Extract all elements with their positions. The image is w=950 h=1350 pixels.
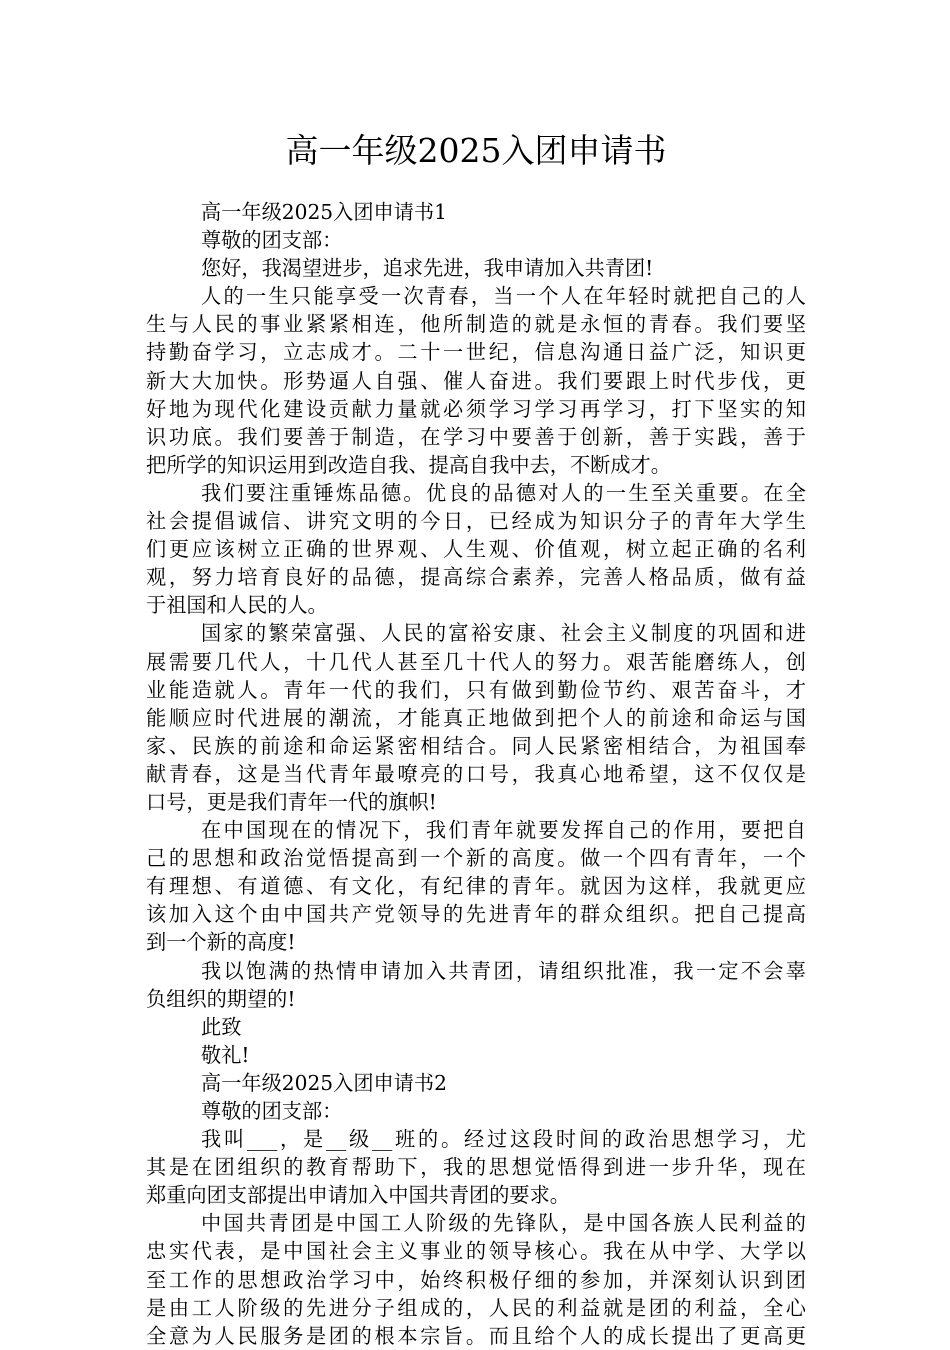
text-line: 尊敬的团支部： — [201, 228, 343, 253]
text-line: 全意为人民服务是团的根本宗旨。而且给个人的成长提出了更高更 — [146, 1323, 806, 1348]
text-line: 您好，我渴望进步，追求先进，我申请加入共青团! — [201, 256, 654, 281]
text-line: 至工作的思想政治学习中，始终积极仔细的参加，并深刻认识到团 — [146, 1267, 806, 1292]
text-line: 高一年级2025入团申请书2 — [201, 1070, 447, 1095]
text-line: 中国共青团是中国工人阶级的先锋队，是中国各族人民利益的 — [201, 1211, 806, 1236]
text-line: 我叫___，是__级__班的。经过这段时间的政治思想学习，尤 — [201, 1127, 806, 1152]
text-line: 忠实代表，是中国社会主义事业的领导核心。我在从中学、大学以 — [146, 1239, 806, 1264]
text-line: 献青春，这是当代青年最嘹亮的口号，我真心地希望，这不仅仅是 — [146, 761, 806, 786]
text-line: 己的思想和政治觉悟提高到一个新的高度。做一个四有青年，一个 — [146, 846, 806, 871]
document-body — [146, 198, 806, 1350]
text-line: 把所学的知识运用到改造自我、提高自我中去，不断成才。 — [146, 452, 671, 477]
text-line: 新大大加快。形势逼人自强、催人奋进。我们要跟上时代步伐，更 — [146, 368, 806, 393]
text-line: 有理想、有道德、有文化，有纪律的青年。就因为这样，我就更应 — [146, 874, 806, 899]
document-page — [146, 0, 806, 1348]
text-line: 此致 — [201, 1014, 242, 1039]
text-line: 我们要注重锤炼品德。优良的品德对人的一生至关重要。在全 — [201, 480, 806, 505]
document-title: 高一年级2025入团申请书 — [285, 131, 667, 170]
text-line: 业能造就人。青年一代的我们，只有做到勤俭节约、艰苦奋斗，才 — [146, 677, 806, 702]
text-line: 人的一生只能享受一次青春，当一个人在年轻时就把自己的人 — [201, 284, 806, 309]
text-line: 郑重向团支部提出申请加入中国共青团的要求。 — [146, 1183, 570, 1208]
text-line: 该加入这个由中国共产党领导的先进青年的群众组织。把自己提高 — [146, 902, 806, 927]
text-line: 敬礼! — [201, 1042, 250, 1067]
text-line: 于祖国和人民的人。 — [146, 593, 328, 618]
text-line: 尊敬的团支部： — [201, 1099, 343, 1123]
text-line: 在中国现在的情况下，我们青年就要发挥自己的作用，要把自 — [201, 818, 806, 843]
text-line: 社会提倡诚信、讲究文明的今日，已经成为知识分子的青年大学生 — [146, 509, 806, 534]
text-line: 国家的繁荣富强、人民的富裕安康、社会主义制度的巩固和进 — [201, 621, 806, 646]
text-line: 到一个新的高度! — [146, 930, 296, 955]
text-line: 是由工人阶级的先进分子组成的，人民的利益就是团的利益，全心 — [146, 1295, 806, 1320]
text-line: 家、民族的前途和命运紧密相结合。同人民紧密相结合，为祖国奉 — [146, 733, 806, 758]
text-line: 高一年级2025入团申请书1 — [201, 200, 447, 224]
text-line: 识功底。我们要善于制造，在学习中要善于创新，善于实践，善于 — [146, 424, 806, 449]
text-line: 好地为现代化建设贡献力量就必须学习学习再学习，打下坚实的知 — [146, 396, 806, 421]
text-line: 我以饱满的热情申请加入共青团，请组织批准，我一定不会辜 — [201, 958, 806, 983]
text-line: 其是在团组织的教育帮助下，我的思想觉悟得到进一步升华，现在 — [146, 1155, 806, 1180]
text-line: 观，努力培育良好的品德，提高综合素养，完善人格品质，做有益 — [146, 565, 806, 590]
text-line: 负组织的期望的! — [146, 986, 296, 1011]
text-line: 们更应该树立正确的世界观、人生观、价值观，树立起正确的名利 — [146, 537, 806, 562]
text-line: 生与人民的事业紧紧相连，他所制造的就是永恒的青春。我们要坚 — [146, 312, 806, 337]
text-line: 持勤奋学习，立志成才。二十一世纪，信息沟通日益广泛，知识更 — [146, 340, 806, 365]
text-line: 能顺应时代进展的潮流，才能真正地做到把个人的前途和命运与国 — [146, 705, 806, 730]
text-line: 口号，更是我们青年一代的旗帜! — [146, 789, 437, 814]
text-line: 展需要几代人，十几代人甚至几十代人的努力。艰苦能磨练人，创 — [146, 649, 806, 674]
